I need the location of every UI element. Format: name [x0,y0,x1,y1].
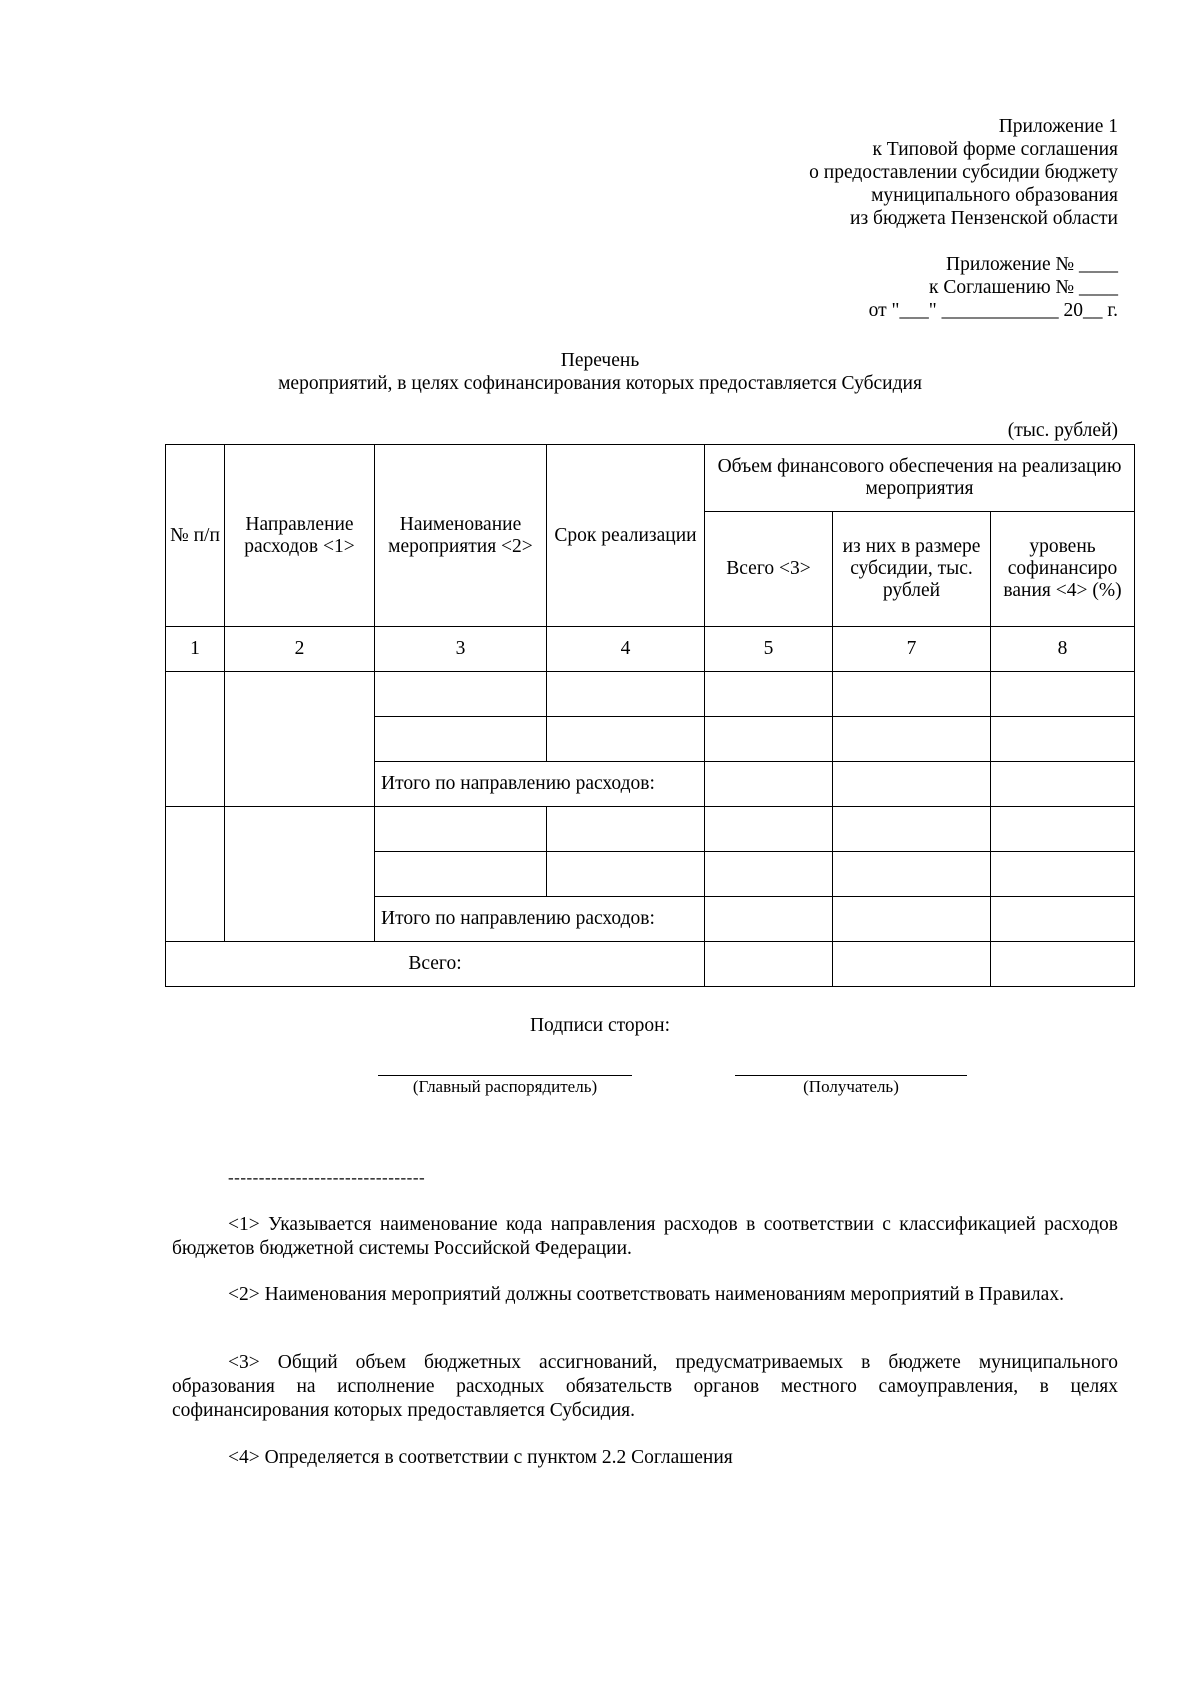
cell-term[interactable] [547,807,705,852]
header-total: Всего <3> [705,512,833,627]
cell-event-name[interactable] [375,672,547,717]
table-row [166,672,1135,717]
grand-total-row [166,942,1135,987]
column-number: 4 [547,627,705,672]
subtotal-label: Итого по направлению расходов: [375,897,705,942]
column-number: 1 [166,627,225,672]
cell-subsidy[interactable] [833,942,991,987]
unit-label: (тыс. рублей) [1007,420,1118,441]
annex-line: о предоставлении субсидии бюджету [809,162,1118,183]
agreement-ref-line: к Соглашению № ____ [929,277,1118,298]
cell-cofinancing[interactable] [991,852,1135,897]
signature-label-left: (Главный распорядитель) [412,1077,598,1096]
column-number: 2 [225,627,375,672]
footnote-3: <3> Общий объем бюджетных ассигнований, предусматриваемых в бюджете муниципального образования на исполнение расходных обязательств органов местного самоуправления, в целях софинансирования которых предоставляется Субсидия. [172,1352,1118,1421]
table-row [166,807,1135,852]
annex-line: муниципального образования [871,185,1118,206]
agreement-ref-line: Приложение № ____ [945,254,1118,275]
column-number: 3 [375,627,547,672]
cell-term[interactable] [547,672,705,717]
cell-total[interactable] [705,897,833,942]
cell-total[interactable] [705,762,833,807]
header-volume-group: Объем финансового обеспечения на реализацию мероприятия [705,445,1135,512]
events-table [165,444,1135,987]
header-num: № п/п [166,445,225,627]
cell-subsidy[interactable] [833,807,991,852]
cell-total[interactable] [705,672,833,717]
signature-line-right[interactable] [735,1075,967,1076]
annex-line: к Типовой форме соглашения [872,139,1118,160]
annex-header [809,115,1118,230]
table-header-row [166,445,1135,512]
header-direction: Направление расходов <1> [225,445,375,627]
header-cofinancing: уровень софинансиро вания <4> (%) [991,512,1135,627]
header-term: Срок реализации [547,445,705,627]
cell-subsidy[interactable] [833,672,991,717]
annex-line: из бюджета Пензенской области [850,208,1118,229]
cell-cofinancing[interactable] [991,807,1135,852]
annex-line: Приложение 1 [998,116,1118,137]
cell-total[interactable] [705,942,833,987]
column-number: 8 [991,627,1135,672]
cell-subsidy[interactable] [833,897,991,942]
cell-total[interactable] [705,807,833,852]
cell-total[interactable] [705,717,833,762]
cell-total[interactable] [705,852,833,897]
agreement-ref-line: от "___" ____________ 20__ г. [868,300,1118,321]
document-subtitle: мероприятий, в целях софинансирования которых предоставляется Субсидия [278,373,922,394]
header-event-name: Наименование мероприятия <2> [375,445,547,627]
document-title: Перечень [560,350,640,371]
cell-cofinancing[interactable] [991,942,1135,987]
cell-cofinancing[interactable] [991,897,1135,942]
cell-term[interactable] [547,717,705,762]
cell-direction[interactable] [225,807,375,942]
header-subsidy: из них в размере субсидии, тыс. рублей [833,512,991,627]
cell-event-name[interactable] [375,717,547,762]
footnote-2: <2> Наименования мероприятий должны соответствовать наименованиям мероприятий в Правилах. [228,1284,1064,1305]
column-number: 5 [705,627,833,672]
cell-cofinancing[interactable] [991,762,1135,807]
cell-subsidy[interactable] [833,717,991,762]
grand-total-label: Всего: [166,942,705,987]
cell-num[interactable] [166,807,225,942]
cell-subsidy[interactable] [833,852,991,897]
column-number-row [166,627,1135,672]
cell-direction[interactable] [225,672,375,807]
column-number: 7 [833,627,991,672]
footnote-4: <4> Определяется в соответствии с пунктом 2.2 Соглашения [228,1447,733,1468]
signature-line-left[interactable] [378,1075,632,1076]
footnote-1: <1> Указывается наименование кода направления расходов в соответствии с классификацией расходов бюджетов бюджетной системы Российской Федерации. [172,1214,1118,1259]
subtotal-label: Итого по направлению расходов: [375,762,705,807]
cell-subsidy[interactable] [833,762,991,807]
cell-event-name[interactable] [375,852,547,897]
cell-term[interactable] [547,852,705,897]
signature-label-right: (Получатель) [803,1077,899,1096]
cell-num[interactable] [166,672,225,807]
signatures-title: Подписи сторон: [529,1015,671,1036]
footnote-separator: -------------------------------- [228,1168,426,1187]
cell-event-name[interactable] [375,807,547,852]
cell-cofinancing[interactable] [991,717,1135,762]
cell-cofinancing[interactable] [991,672,1135,717]
agreement-reference [869,253,1118,322]
